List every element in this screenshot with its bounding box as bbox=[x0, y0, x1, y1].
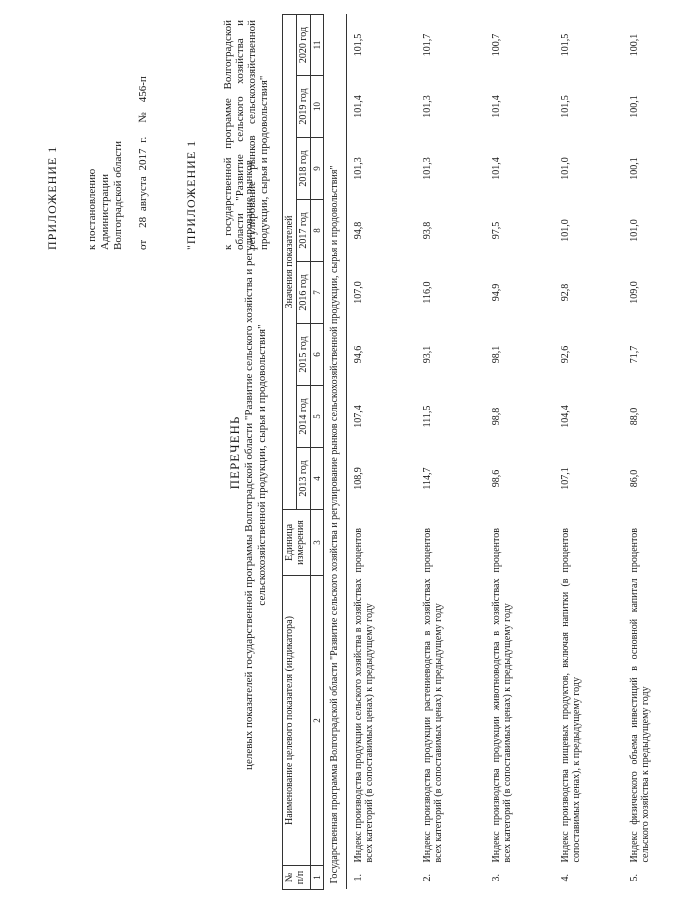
row-value: 107,4 bbox=[353, 405, 364, 428]
row-unit: процентов bbox=[491, 528, 502, 573]
row-value: 109,0 bbox=[629, 281, 640, 304]
header-unit: Единица измерения bbox=[283, 510, 311, 576]
decree-number: 456-п bbox=[137, 76, 149, 103]
row-value: 101,4 bbox=[491, 95, 502, 118]
table-row bbox=[347, 14, 417, 889]
header-year: 2015 год bbox=[297, 324, 311, 386]
row-unit: процентов bbox=[560, 528, 571, 573]
row-value: 111,5 bbox=[422, 405, 433, 428]
row-value: 107,1 bbox=[560, 467, 571, 490]
header-year: 2013 год bbox=[297, 448, 311, 510]
column-index: 1 bbox=[311, 866, 324, 890]
column-index: 9 bbox=[311, 138, 324, 200]
row-value: 71,7 bbox=[629, 345, 640, 364]
row-name: Индекс производства пищевых продуктов, включая напитки (в сопоставимых ценах), к предыдущему году bbox=[560, 578, 582, 863]
column-index: 6 bbox=[311, 324, 324, 386]
column-index: 11 bbox=[311, 14, 324, 75]
subtitle-line-1: целевых показателей государственной программы Волгоградской области "Развитие сельского хозяйства и регулирование рынков bbox=[243, 160, 255, 770]
appendix1-line-region: Волгоградской области bbox=[112, 141, 124, 250]
row-unit: процентов bbox=[422, 528, 433, 573]
section-row bbox=[324, 14, 347, 889]
row-name: Индекс производства продукции сельского хозяйства в хозяйствах всех категорий (в сопоставимых ценах) к предыдущему году bbox=[353, 578, 375, 863]
row-value: 101,7 bbox=[422, 33, 433, 57]
column-index: 3 bbox=[311, 510, 324, 576]
appendix1-date-line bbox=[137, 76, 150, 250]
row-value: 101,5 bbox=[353, 33, 364, 57]
column-index-row bbox=[311, 14, 324, 889]
row-value: 101,3 bbox=[422, 95, 433, 118]
header-year: 2014 год bbox=[297, 386, 311, 448]
table-row bbox=[554, 14, 623, 889]
column-index: 2 bbox=[311, 576, 324, 866]
row-value: 114,7 bbox=[422, 467, 433, 490]
header-year: 2020 год bbox=[297, 14, 311, 75]
header-num: № п/п bbox=[283, 866, 311, 890]
column-index: 8 bbox=[311, 200, 324, 262]
row-value: 101,4 bbox=[491, 157, 502, 180]
row-value: 101,0 bbox=[560, 219, 571, 242]
row-value: 93,8 bbox=[422, 221, 433, 240]
row-value: 101,0 bbox=[629, 219, 640, 242]
row-value: 100,7 bbox=[491, 33, 502, 57]
row-num: 3. bbox=[491, 874, 502, 882]
number-prefix: № bbox=[137, 112, 149, 123]
table-row bbox=[416, 14, 485, 889]
header-year: 2019 год bbox=[297, 76, 311, 138]
row-unit: процентов bbox=[629, 528, 640, 573]
decree-date: 28 августа 2017 г. bbox=[137, 136, 149, 228]
appendix1-title: ПРИЛОЖЕНИЕ 1 bbox=[45, 145, 59, 250]
row-value: 88,0 bbox=[629, 407, 640, 426]
header-name: Наименование целевого показателя (индикатора) bbox=[283, 576, 311, 866]
row-value: 100,1 bbox=[629, 95, 640, 118]
appendix1-line-admin: Администрации bbox=[99, 173, 111, 250]
section-title: Государственная программа Волгоградской области "Развитие сельского хозяйства и регулирование рынков сельскохозяйственной продукции, сырья и продовольствия" bbox=[324, 14, 347, 889]
row-unit: процентов bbox=[353, 528, 364, 573]
document-title: ПЕРЕЧЕНЬ bbox=[227, 415, 242, 490]
row-num: 2. bbox=[422, 874, 433, 882]
row-value: 100,1 bbox=[629, 157, 640, 180]
column-index: 5 bbox=[311, 386, 324, 448]
subtitle-line-2: сельскохозяйственной продукции, сырья и продовольствия" bbox=[256, 324, 268, 606]
row-value: 101,3 bbox=[353, 157, 364, 180]
row-value: 92,8 bbox=[560, 283, 571, 302]
document-subtitle bbox=[243, 115, 269, 815]
row-value: 107,0 bbox=[353, 281, 364, 304]
row-value: 97,5 bbox=[491, 221, 502, 240]
row-name: Индекс производства продукции животноводства в хозяйствах всех категорий (в сопоставимых ценах) к предыдущему году bbox=[491, 578, 513, 863]
row-value: 101,5 bbox=[560, 95, 571, 118]
column-index: 10 bbox=[311, 76, 324, 138]
header-year: 2016 год bbox=[297, 262, 311, 324]
row-value: 101,3 bbox=[422, 157, 433, 180]
table-row bbox=[623, 14, 692, 889]
row-value: 98,6 bbox=[491, 469, 502, 488]
appendix2-title: "ПРИЛОЖЕНИЕ 1 bbox=[184, 139, 198, 250]
indicators-table-wrapper bbox=[282, 15, 692, 890]
row-value: 93,1 bbox=[422, 345, 433, 364]
indicators-table bbox=[282, 14, 692, 890]
row-value: 86,0 bbox=[629, 469, 640, 488]
column-index: 4 bbox=[311, 448, 324, 510]
row-value: 101,5 bbox=[560, 33, 571, 57]
row-value: 98,1 bbox=[491, 345, 502, 364]
row-value: 94,9 bbox=[491, 283, 502, 302]
column-index: 7 bbox=[311, 262, 324, 324]
row-value: 116,0 bbox=[422, 281, 433, 304]
appendix1-line-to: к постановлению bbox=[86, 168, 98, 250]
row-value: 100,1 bbox=[629, 33, 640, 57]
row-num: 1. bbox=[353, 874, 364, 882]
row-value: 94,6 bbox=[353, 345, 364, 364]
row-name: Индекс производства продукции растениеводства в хозяйствах всех категорий (в сопоставимых ценах) к предыдущему году bbox=[422, 578, 444, 863]
row-num: 4. bbox=[560, 874, 571, 882]
row-value: 94,8 bbox=[353, 221, 364, 240]
date-prefix: от bbox=[137, 239, 149, 250]
header-year: 2018 год bbox=[297, 138, 311, 200]
row-name: Индекс физического объема инвестиций в основной капитал сельского хозяйства к предыдущему году bbox=[629, 578, 651, 863]
header-year: 2017 год bbox=[297, 200, 311, 262]
header-values-group: Значения показателей bbox=[283, 14, 297, 509]
row-value: 101,4 bbox=[353, 95, 364, 118]
appendix2-text: к государственной программе Волгоградской области "Развитие сельского хозяйства и регулирование рынков сельскохозяйственной продукции, сырья и продовольствия" bbox=[222, 20, 270, 250]
row-value: 104,4 bbox=[560, 405, 571, 428]
table-row bbox=[485, 14, 554, 889]
row-value: 108,9 bbox=[353, 467, 364, 490]
row-value: 101,0 bbox=[560, 157, 571, 180]
row-value: 98,8 bbox=[491, 407, 502, 426]
row-value: 92,6 bbox=[560, 345, 571, 364]
row-num: 5. bbox=[629, 874, 640, 882]
